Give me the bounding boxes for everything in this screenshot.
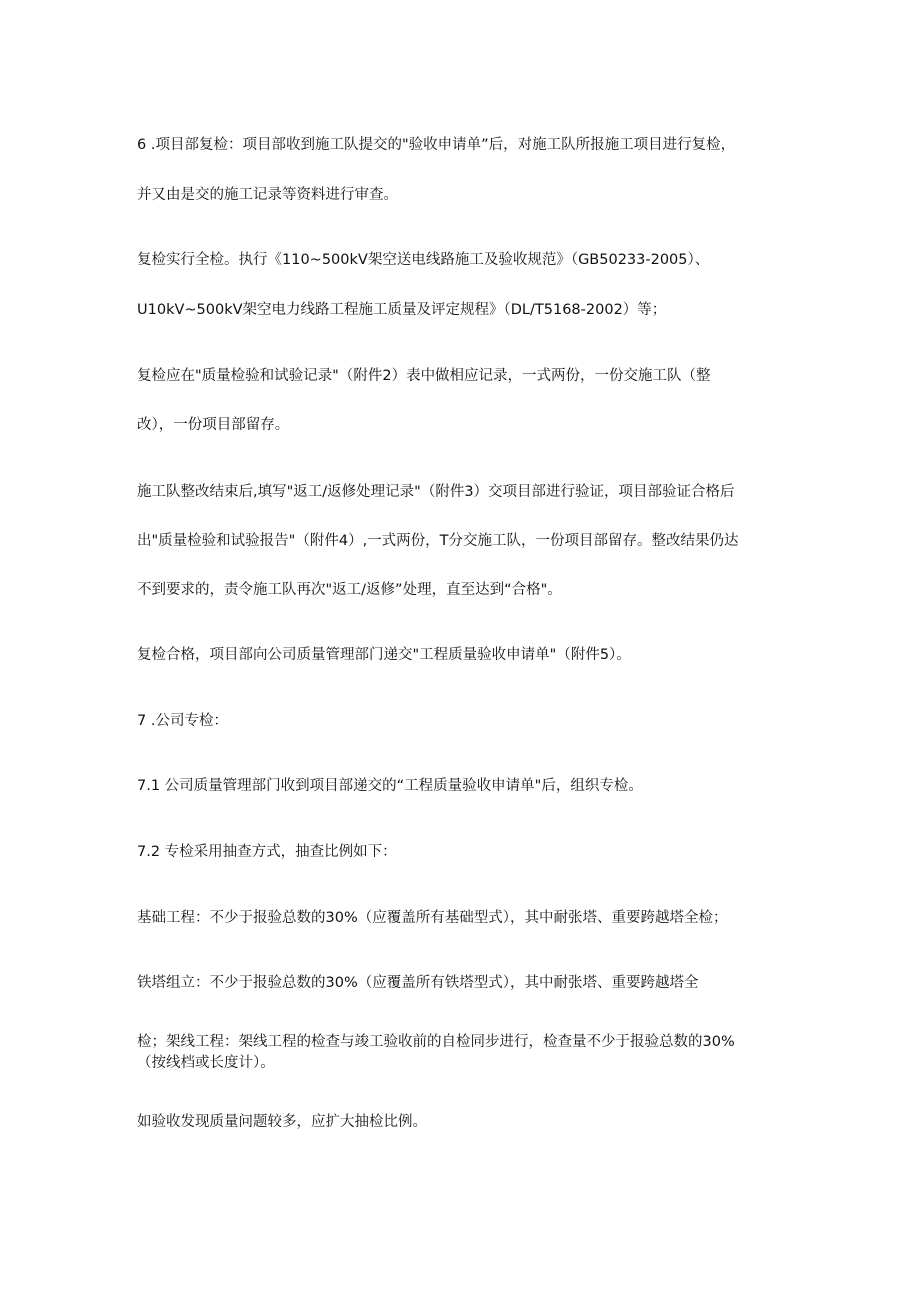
text-line-foundation: 基础工程：不少于报验总数的30%（应覆盖所有基础型式），其中耐张塔、重要跨越塔全检； bbox=[137, 910, 728, 926]
text-line-rework-2: 出"质量检验和试验报告"（附件4）,一式两份，T分交施工队，一份项目部留存。整改结果仍达 bbox=[137, 533, 739, 549]
text-line-item-6-intro: 6 .项目部复检：项目部收到施工队提交的"验收申请单”后，对施工队所报施工项目进行复检， bbox=[137, 137, 736, 153]
text-line-standard-2: U10kV~500kV架空电力线路工程施工质量及评定规程》（DL/T5168-2002）等； bbox=[137, 302, 667, 318]
text-line-7-1: 7.1 公司质量管理部门收到项目部递交的“工程质量验收申请单"后，组织专检。 bbox=[137, 778, 643, 794]
text-line-item-6-cont: 并又由是交的施工记录等资料进行审查。 bbox=[137, 187, 398, 203]
text-line-standard-1: 复检实行全检。执行《110~500kV架空送电线路施工及验收规范》（GB50233-2005）、 bbox=[137, 252, 710, 268]
text-line-record-1: 复检应在"质量检验和试验记录"（附件2）表中做相应记录，一式两份，一份交施工队（整 bbox=[137, 368, 711, 384]
text-line-rework-3: 不到要求的，责令施工队再次"返工/返修”处理，直至达到“合格"。 bbox=[137, 582, 562, 598]
text-line-pass: 复检合格，项目部向公司质量管理部门递交"工程质量验收申请单"（附件5）。 bbox=[137, 647, 631, 663]
text-line-tower-1: 铁塔组立：不少于报验总数的30%（应覆盖所有铁塔型式），其中耐张塔、重要跨越塔全 bbox=[137, 975, 699, 991]
text-line-record-2: 改），一份项目部留存。 bbox=[137, 417, 290, 433]
text-line-expand: 如验收发现质量问题较多，应扩大抽检比例。 bbox=[137, 1114, 427, 1130]
section-heading-7: 7 .公司专检： bbox=[137, 713, 228, 729]
text-line-tower-2: 检；架线工程：架线工程的检查与竣工验收前的自检同步进行，检查量不少于报验总数的30% bbox=[137, 1034, 735, 1050]
text-line-7-2: 7.2 专检采用抽查方式，抽查比例如下： bbox=[137, 844, 397, 860]
text-line-tower-3: （按线档或长度计）。 bbox=[137, 1055, 275, 1071]
text-line-rework-1: 施工队整改结束后,填写"返工/返修处理记录"（附件3）交项目部进行验证，项目部验证合格后 bbox=[137, 484, 735, 500]
